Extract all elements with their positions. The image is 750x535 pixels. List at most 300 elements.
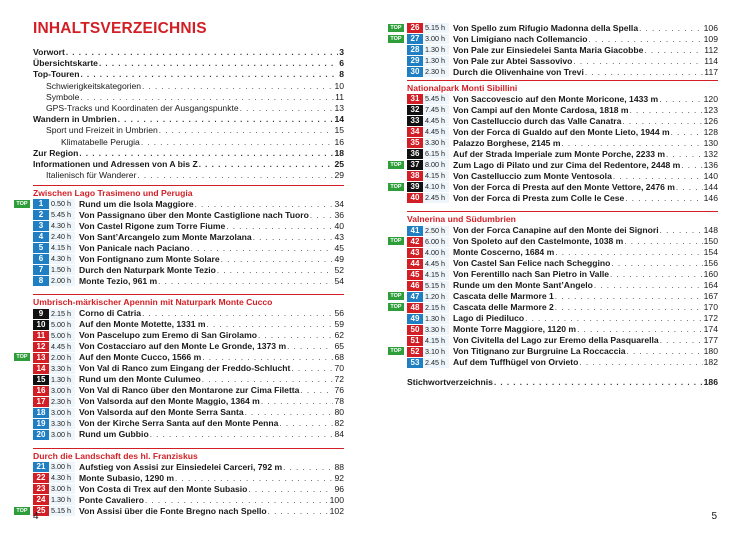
tour-duration: 5.00 h xyxy=(49,331,75,341)
tour-page-number: 100 xyxy=(329,494,344,505)
leader-dots xyxy=(660,225,703,236)
tour-entry[interactable] xyxy=(407,45,718,56)
tour-page-number: 84 xyxy=(334,429,344,440)
top-badge: TOP xyxy=(388,303,404,311)
leader-dots xyxy=(624,236,702,247)
leader-dots xyxy=(589,34,703,45)
tour-entry[interactable] xyxy=(33,396,344,407)
tour-entry[interactable] xyxy=(407,149,718,160)
tour-page-number: 112 xyxy=(704,44,718,55)
tour-entry[interactable] xyxy=(407,247,718,258)
toc-entry[interactable] xyxy=(33,148,344,159)
tour-duration: 4.15 h xyxy=(423,171,449,181)
leader-dots xyxy=(283,462,333,473)
tour-name: Von der Forca Canapine auf den Monte dei Signori xyxy=(453,225,659,236)
tour-number: 12 xyxy=(33,342,49,352)
top-badge: TOP xyxy=(388,24,404,32)
tour-entry[interactable] xyxy=(33,495,344,506)
tour-number: 26 xyxy=(407,23,423,33)
leader-dots xyxy=(80,69,338,80)
tour-number: 53 xyxy=(407,358,423,368)
tour-page-number: 59 xyxy=(334,319,344,330)
tour-duration: 0.50 h xyxy=(49,199,75,209)
tour-page-number: 43 xyxy=(334,231,344,242)
top-badge: TOP xyxy=(14,200,30,208)
tour-entry[interactable] xyxy=(407,127,718,138)
tour-number: 31 xyxy=(407,94,423,104)
tour-duration: 3.00 h xyxy=(49,386,75,396)
tour-number: 24 xyxy=(33,495,49,505)
toc-entry[interactable] xyxy=(33,47,344,58)
tour-name: Von Val di Ranco zum Eingang der Freddo-Schlucht xyxy=(79,363,291,374)
tour-number: 30 xyxy=(407,67,423,77)
tour-duration: 3.30 h xyxy=(423,138,449,148)
leader-dots xyxy=(66,47,338,58)
tour-page-number: 65 xyxy=(334,341,344,352)
tour-name: Auf der Strada Imperiale zum Monte Porche, 2233 m xyxy=(453,148,666,159)
leader-dots xyxy=(671,127,703,138)
tour-page-number: 117 xyxy=(704,66,718,77)
tour-name: Von Sant’Arcangelo zum Monte Marzolana xyxy=(79,231,252,242)
toc-entry-label: Stichwortverzeichnis xyxy=(407,377,493,387)
top-badge: TOP xyxy=(388,237,404,245)
tour-name: Rund um die Isola Maggiore xyxy=(79,198,194,209)
toc-page-number: 29 xyxy=(334,170,344,181)
front-matter-list xyxy=(33,47,344,181)
tour-name: Monte Coscerno, 1684 m xyxy=(453,247,555,258)
leader-dots xyxy=(594,280,703,291)
tour-name: Von Pale zur Abtei Sassovivo xyxy=(453,55,573,66)
tour-duration: 3.00 h xyxy=(49,462,75,472)
tour-name: Von Valsorda auf den Monte Serra Santa xyxy=(79,407,244,418)
tour-entry[interactable] xyxy=(33,319,344,330)
toc-entry[interactable] xyxy=(33,137,344,148)
leader-dots xyxy=(625,193,702,204)
tour-entry[interactable] xyxy=(407,94,718,105)
tour-page-number: 54 xyxy=(334,275,344,286)
leader-dots xyxy=(268,506,329,517)
tour-duration: 3.00 h xyxy=(49,408,75,418)
tour-entry[interactable] xyxy=(16,198,344,210)
tour-name: Aufstieg von Assisi zur Einsiedelei Carceri, 792 m xyxy=(79,461,283,472)
tour-duration: 1.30 h xyxy=(423,56,449,66)
tour-duration: 2.00 h xyxy=(49,276,75,286)
tour-page-number: 146 xyxy=(703,192,718,203)
leader-dots xyxy=(191,243,334,254)
tour-duration: 4.45 h xyxy=(423,127,449,137)
tour-page-number: 72 xyxy=(334,374,344,385)
tour-duration: 4.15 h xyxy=(49,243,75,253)
leader-dots xyxy=(644,45,703,56)
tour-page-number: 154 xyxy=(703,247,718,258)
tour-number: 8 xyxy=(33,276,49,286)
toc-entry[interactable] xyxy=(33,103,344,114)
tour-duration: 1.30 h xyxy=(423,45,449,55)
tour-page-number: 45 xyxy=(334,242,344,253)
tour-number: 49 xyxy=(407,314,423,324)
tour-page-number: 36 xyxy=(334,209,344,220)
tour-number: 9 xyxy=(33,309,49,319)
tour-entry[interactable] xyxy=(33,363,344,374)
tour-entry[interactable] xyxy=(33,210,344,221)
tour-entry[interactable] xyxy=(407,171,718,182)
leader-dots xyxy=(579,357,702,368)
leader-dots xyxy=(142,81,333,92)
tour-number: 19 xyxy=(33,419,49,429)
leader-dots xyxy=(159,125,334,136)
tour-page-number: 136 xyxy=(703,159,718,170)
tour-duration: 2.30 h xyxy=(49,397,75,407)
tour-entry[interactable] xyxy=(33,265,344,276)
tour-duration: 2.30 h xyxy=(423,67,449,77)
tour-entry[interactable] xyxy=(407,269,718,280)
leader-dots xyxy=(622,116,702,127)
leader-dots xyxy=(240,103,334,114)
tour-name: Cascata delle Marmore 2 xyxy=(453,302,554,313)
tour-name: Auf den Monte Motette, 1331 m xyxy=(79,319,206,330)
tour-number: 48 xyxy=(407,303,423,313)
tour-name: Auf dem Tuffhügel von Orvieto xyxy=(453,356,579,367)
tour-duration: 4.15 h xyxy=(423,270,449,280)
tour-duration: 4.30 h xyxy=(49,254,75,264)
toc-entry-label: Top-Touren xyxy=(33,69,80,80)
tour-entry[interactable] xyxy=(33,374,344,385)
leader-dots xyxy=(99,58,338,69)
tour-entry[interactable] xyxy=(407,313,718,324)
tour-entry[interactable] xyxy=(390,33,718,45)
tour-entry[interactable] xyxy=(33,308,344,319)
tour-name: Von Titignano zur Burgruine La Roccaccia xyxy=(453,345,626,356)
leader-dots xyxy=(659,94,702,105)
tour-page-number: 56 xyxy=(334,308,344,319)
tour-number: 6 xyxy=(33,254,49,264)
tour-name: Monte Torre Maggiore, 1120 m xyxy=(453,324,577,335)
tour-page-number: 106 xyxy=(703,22,718,33)
tour-entry[interactable] xyxy=(33,232,344,243)
leader-dots xyxy=(573,56,703,67)
leader-dots xyxy=(660,335,703,346)
tour-name: Rund um Gubbio xyxy=(79,429,149,440)
toc-page-number: 6 xyxy=(339,58,344,69)
tour-number: 41 xyxy=(407,226,423,236)
toc-entry[interactable] xyxy=(33,170,344,181)
tour-name: Von Spello zum Rifugio Madonna della Spella xyxy=(453,22,639,33)
tour-page-number: 102 xyxy=(329,505,344,516)
leader-dots xyxy=(494,377,703,388)
top-badge: TOP xyxy=(388,347,404,355)
leader-dots xyxy=(525,313,703,324)
leader-dots xyxy=(175,473,333,484)
tour-name: Von Valsorda auf den Monte Maggio, 1364 m xyxy=(79,396,260,407)
tour-number: 15 xyxy=(33,375,49,385)
right-page xyxy=(375,0,750,535)
tour-entry[interactable] xyxy=(390,22,718,34)
tour-name: Von Castel San Felice nach Scheggino xyxy=(453,258,611,269)
leader-dots xyxy=(79,148,333,159)
tour-entry[interactable] xyxy=(407,357,718,368)
leader-dots xyxy=(613,171,703,182)
tour-page-number: 126 xyxy=(703,115,718,126)
toc-entry[interactable] xyxy=(33,125,344,136)
tour-duration: 5.15 h xyxy=(423,281,449,291)
tour-page-number: 82 xyxy=(334,418,344,429)
section-heading: Umbrisch-märkischer Apennin mit Naturpark Monte Cucco xyxy=(33,294,344,308)
leader-dots xyxy=(202,374,334,385)
toc-page-number: 3 xyxy=(339,47,344,57)
leader-dots xyxy=(118,114,334,125)
tour-entry[interactable] xyxy=(390,159,718,171)
tour-entry[interactable] xyxy=(407,67,718,78)
tour-entry[interactable] xyxy=(33,473,344,484)
tour-page-number: 156 xyxy=(703,258,718,269)
tour-name: Rund um den Monte Culumeo xyxy=(79,374,201,385)
tour-name: Von Pascelupo zum Eremo di San Girolamo xyxy=(79,330,257,341)
toc-page-number: 13 xyxy=(334,102,344,113)
tour-duration: 4.30 h xyxy=(49,221,75,231)
tour-entry[interactable] xyxy=(407,116,718,127)
tour-duration: 3.00 h xyxy=(49,484,75,494)
tour-number: 42 xyxy=(407,237,423,247)
tour-number: 22 xyxy=(33,473,49,483)
tour-duration: 2.45 h xyxy=(423,193,449,203)
toc-entry[interactable] xyxy=(407,377,718,388)
tour-page-number: 34 xyxy=(334,198,344,209)
toc-entry[interactable] xyxy=(33,69,344,80)
tour-name: Von der Forca di Presta auf den Monte Vettore, 2476 m xyxy=(453,181,675,192)
tour-entry[interactable] xyxy=(33,462,344,473)
page-number: 5 xyxy=(711,511,717,522)
tour-page-number: 177 xyxy=(703,335,718,345)
tour-number: 23 xyxy=(33,484,49,494)
tour-entry[interactable] xyxy=(390,236,718,247)
tour-number: 28 xyxy=(407,45,423,55)
tour-entry[interactable] xyxy=(407,225,718,236)
tour-number: 46 xyxy=(407,281,423,291)
tour-page-number: 88 xyxy=(334,461,344,472)
tour-page-number: 78 xyxy=(334,396,344,407)
tour-entry[interactable] xyxy=(33,221,344,232)
tour-entry[interactable] xyxy=(407,193,718,204)
leader-dots xyxy=(253,232,334,243)
leader-dots xyxy=(150,429,334,440)
tour-entry[interactable] xyxy=(390,345,718,357)
toc-page-number: 8 xyxy=(339,69,344,80)
tour-page-number: 174 xyxy=(703,324,718,335)
tour-name: Zum Lago di Pilato und zur Cima del Redentore, 2448 m xyxy=(453,159,681,170)
leader-dots xyxy=(207,319,334,330)
tour-duration: 2.40 h xyxy=(49,232,75,242)
tour-entry[interactable] xyxy=(33,484,344,495)
leader-dots xyxy=(137,170,333,181)
tour-number: 35 xyxy=(407,138,423,148)
tour-number: 40 xyxy=(407,193,423,203)
tour-name: Palazzo Borghese, 2145 m xyxy=(453,137,561,148)
tour-name: Von Pale zur Einsiedelei Santa Maria Giacobbe xyxy=(453,44,644,55)
tour-entry[interactable] xyxy=(390,302,718,313)
tour-entry[interactable] xyxy=(33,254,344,265)
tour-number: 10 xyxy=(33,320,49,330)
tour-page-number: 96 xyxy=(334,483,344,494)
toc-entry[interactable] xyxy=(33,92,344,103)
tour-duration: 1.30 h xyxy=(49,375,75,385)
tour-number: 2 xyxy=(33,210,49,220)
leader-dots xyxy=(141,137,334,148)
tour-page-number: 49 xyxy=(334,253,344,264)
toc-page-number: 18 xyxy=(334,147,344,158)
tour-entry[interactable] xyxy=(407,258,718,269)
tour-name: Von Costa di Trex auf den Monte Subasio xyxy=(79,483,248,494)
tour-duration: 6.15 h xyxy=(423,149,449,159)
tour-page-number: 62 xyxy=(334,330,344,341)
leader-dots xyxy=(611,258,702,269)
tour-page-number: 52 xyxy=(334,264,344,275)
tour-page-number: 144 xyxy=(703,181,718,192)
tour-page-number: 92 xyxy=(334,472,344,483)
tour-duration: 4.30 h xyxy=(49,473,75,483)
tour-duration: 3.30 h xyxy=(49,419,75,429)
tour-duration: 7.45 h xyxy=(423,105,449,115)
tour-entry[interactable] xyxy=(33,341,344,352)
top-badge: TOP xyxy=(388,183,404,191)
tour-entry[interactable] xyxy=(407,105,718,116)
tour-duration: 1.30 h xyxy=(423,314,449,324)
toc-entry[interactable] xyxy=(33,114,344,125)
tour-entry[interactable] xyxy=(33,385,344,396)
tour-name: Von Passignano über den Monte Castiglione nach Tuoro xyxy=(79,209,309,220)
tour-page-number: 150 xyxy=(703,236,718,247)
leader-dots xyxy=(630,105,703,116)
toc-page-number: 14 xyxy=(334,114,344,125)
toc-entry-label: GPS-Tracks und Koordinaten der Ausgangspunkte xyxy=(46,102,239,113)
leader-dots xyxy=(248,484,333,495)
tour-name: Ponte Cavaliero xyxy=(79,494,144,505)
tour-entry[interactable] xyxy=(407,335,718,346)
tour-entry[interactable] xyxy=(407,56,718,67)
tour-entry[interactable] xyxy=(33,407,344,418)
toc-entry-label: Schwierigkeitskategorien xyxy=(46,80,142,91)
tour-entry[interactable] xyxy=(33,276,344,287)
right-tour-sections xyxy=(390,80,718,368)
tour-page-number: 109 xyxy=(703,33,718,44)
leader-dots xyxy=(287,341,333,352)
tour-name: Durch den Naturpark Monte Tezio xyxy=(79,264,216,275)
tour-name: Von Assisi über die Fonte Bregno nach Spello xyxy=(79,505,267,516)
tour-number: 13 xyxy=(33,353,49,363)
toc-entry-label: Symbole xyxy=(46,91,80,102)
tour-number: 39 xyxy=(407,182,423,192)
leader-dots xyxy=(610,269,703,280)
index-entry xyxy=(407,377,718,388)
section-heading: Valnerina und Südumbrien xyxy=(407,211,718,225)
tour-page-number: 40 xyxy=(334,220,344,231)
tour-duration: 4.45 h xyxy=(423,116,449,126)
tour-number: 51 xyxy=(407,336,423,346)
tour-name: Von der Kirche Serra Santa auf den Monte Penna xyxy=(79,418,279,429)
tour-number: 52 xyxy=(407,347,423,357)
tour-page-number: 180 xyxy=(703,345,718,356)
tour-number: 43 xyxy=(407,248,423,258)
tour-number: 14 xyxy=(33,364,49,374)
tour-entry[interactable] xyxy=(390,181,718,193)
tour-name: Von Spoleto auf den Castelmonte, 1038 m xyxy=(453,236,624,247)
tour-duration: 2.45 h xyxy=(423,358,449,368)
continued-tour-list xyxy=(390,22,718,78)
toc-entry-label: Vorwort xyxy=(33,47,65,57)
toc-entry[interactable] xyxy=(33,159,344,170)
page-title: INHALTSVERZEICHNIS xyxy=(33,20,207,37)
tour-page-number: 182 xyxy=(703,356,718,367)
tour-name: Von Limigiano nach Collemancio xyxy=(453,33,588,44)
tour-name: Corno di Catria xyxy=(79,308,142,319)
top-badge: TOP xyxy=(388,161,404,169)
tour-page-number: 123 xyxy=(703,104,718,115)
toc-entry-label: Zur Region xyxy=(33,147,79,158)
tour-name: Von der Forca di Presta zum Colle le Cese xyxy=(453,192,625,203)
tour-number: 27 xyxy=(407,34,423,44)
tour-name: Von Ferentillo nach San Pietro in Valle xyxy=(453,269,609,280)
tour-duration: 3.30 h xyxy=(49,364,75,374)
tour-entry[interactable] xyxy=(33,243,344,254)
tour-number: 20 xyxy=(33,430,49,440)
tour-duration: 4.45 h xyxy=(423,259,449,269)
leader-dots xyxy=(561,138,702,149)
toc-entry-label: Wandern in Umbrien xyxy=(33,114,117,125)
leader-dots xyxy=(681,160,702,171)
tour-duration: 2.50 h xyxy=(423,226,449,236)
top-badge: TOP xyxy=(388,35,404,43)
tour-number: 21 xyxy=(33,462,49,472)
page-number: 4 xyxy=(33,511,39,522)
toc-entry[interactable] xyxy=(33,81,344,92)
leader-dots xyxy=(258,330,333,341)
tour-number: 47 xyxy=(407,292,423,302)
tour-entry[interactable] xyxy=(407,324,718,335)
tour-duration: 1.30 h xyxy=(49,495,75,505)
leader-dots xyxy=(627,346,703,357)
tour-number: 16 xyxy=(33,386,49,396)
tour-name: Cascata delle Marmore 1 xyxy=(453,291,554,302)
tour-name: Monte Tezio, 961 m xyxy=(79,275,158,286)
tour-duration: 8.00 h xyxy=(423,160,449,170)
tour-entry[interactable] xyxy=(16,352,344,363)
tour-entry[interactable] xyxy=(33,418,344,429)
tour-entry[interactable] xyxy=(407,280,718,291)
leader-dots xyxy=(300,385,333,396)
tour-page-number: 167 xyxy=(703,291,718,302)
tour-entry[interactable] xyxy=(407,138,718,149)
tour-entry[interactable] xyxy=(390,291,718,302)
tour-entry[interactable] xyxy=(33,429,344,440)
leader-dots xyxy=(226,221,333,232)
tour-entry[interactable] xyxy=(16,505,344,517)
leader-dots xyxy=(145,495,329,506)
tour-name: Lago di Piediluco xyxy=(453,313,525,324)
tour-number: 17 xyxy=(33,397,49,407)
top-badge: TOP xyxy=(14,353,30,361)
tour-name: Monte Subasio, 1290 m xyxy=(79,472,175,483)
leader-dots xyxy=(555,291,703,302)
tour-duration: 5.15 h xyxy=(423,23,449,33)
leader-dots xyxy=(142,308,333,319)
tour-duration: 1.20 h xyxy=(423,292,449,302)
tour-page-number: 76 xyxy=(334,385,344,396)
tour-number: 4 xyxy=(33,232,49,242)
tour-name: Von Costacciaro auf den Monte Le Gronde, 1373 m xyxy=(79,341,287,352)
tour-page-number: 132 xyxy=(703,148,718,159)
tour-entry[interactable] xyxy=(33,330,344,341)
tour-duration: 3.10 h xyxy=(423,347,449,357)
toc-entry[interactable] xyxy=(33,58,344,69)
